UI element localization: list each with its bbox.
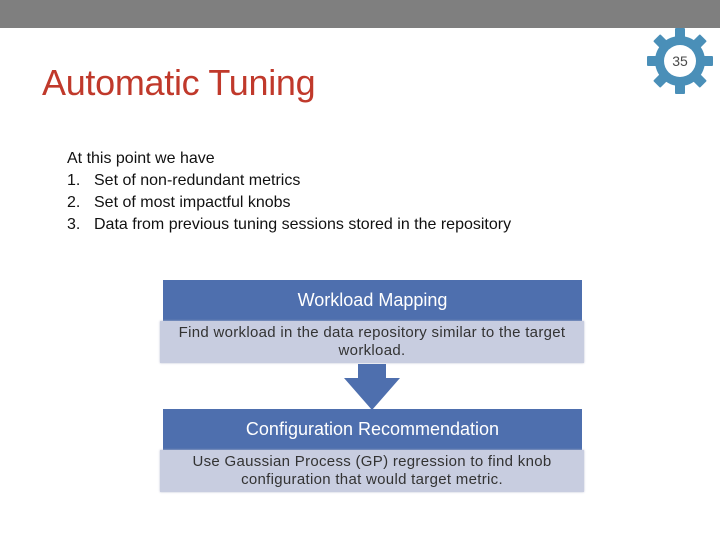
configuration-recommendation-header: Configuration Recommendation [163, 409, 582, 450]
top-bar [0, 0, 720, 28]
list-text: Set of most impactful knobs [94, 194, 291, 211]
list-number: 3. [67, 216, 81, 233]
intro-lead: At this point we have [67, 150, 215, 167]
list-number: 2. [67, 194, 81, 211]
configuration-recommendation-description: Use Gaussian Process (GP) regression to find knob configuration that would target metric. [160, 450, 584, 492]
list-text: Data from previous tuning sessions stored in the repository [94, 216, 512, 233]
list-text: Set of non-redundant metrics [94, 172, 301, 189]
list-item [67, 214, 511, 236]
workload-mapping-description: Find workload in the data repository similar to the target workload. [160, 321, 584, 363]
arrow-down-icon [344, 364, 400, 410]
slide-number: 35 [672, 53, 688, 69]
list-number: 1. [67, 172, 81, 189]
workload-mapping-header: Workload Mapping [163, 280, 582, 321]
list-item [67, 170, 511, 192]
list-item [67, 192, 511, 214]
intro-text [67, 148, 511, 236]
slide-title: Automatic Tuning [42, 62, 316, 103]
